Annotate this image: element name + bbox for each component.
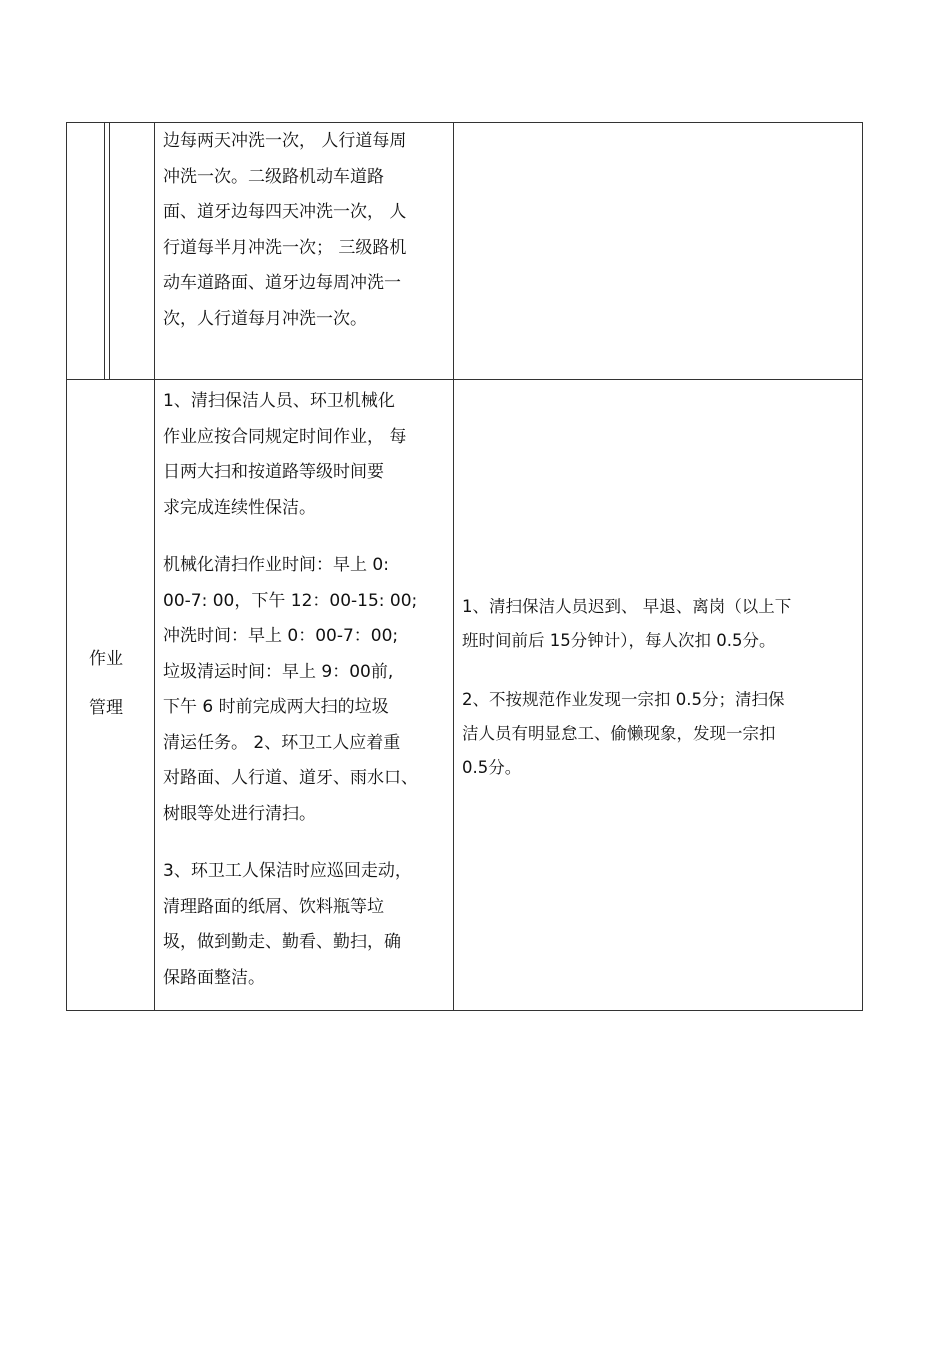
- row2-deduction-paragraph-1: [462, 590, 791, 658]
- text-line: 00-7: 00，下午 12：00-15: 00;: [163, 590, 418, 611]
- category-line: 管理: [89, 698, 123, 718]
- text-line: 1、清扫保洁人员迟到、 早退、离岗（以上下: [462, 597, 792, 616]
- text-line: 对路面、人行道、道牙、雨水口、: [163, 768, 418, 788]
- text-line: 冲洗时间：早上 0：00-7：00;: [163, 626, 399, 646]
- text-line: 0.5分。: [462, 758, 522, 777]
- text-line: 1、清扫保洁人员、环卫机械化: [163, 391, 395, 411]
- text-line: 保路面整洁。: [163, 967, 265, 988]
- text-line: 边每两天冲洗一次， 人行道每周: [163, 131, 407, 151]
- text-line: 机械化清扫作业时间：早上 0:: [163, 555, 389, 575]
- text-line: 清理路面的纸屑、饮料瓶等垃: [163, 896, 384, 917]
- category-line: 作业: [89, 649, 123, 669]
- text-line: 求完成连续性保洁。: [163, 497, 316, 518]
- row2-standard-paragraph-1: [163, 384, 406, 526]
- inner-column-divider-2: [109, 122, 110, 379]
- table-left-border: [66, 122, 67, 1011]
- text-line: 圾，做到勤走、勤看、勤扫，确: [163, 932, 401, 952]
- text-line: 清运任务。 2、环卫工人应着重: [163, 732, 401, 753]
- text-line: 日两大扫和按道路等级时间要: [163, 462, 384, 482]
- text-line: 下午 6 时前完成两大扫的垃圾: [163, 697, 389, 717]
- inner-column-divider-1: [104, 122, 105, 379]
- text-line: 冲洗一次。二级路机动车道路: [163, 166, 384, 187]
- deduction-column-divider: [453, 122, 454, 1011]
- text-line: 3、环卫工人保洁时应巡回走动，: [163, 861, 412, 881]
- text-line: 动车道路面、道牙边每周冲洗一: [163, 273, 401, 293]
- text-line: 树眼等处进行清扫。: [163, 803, 316, 824]
- text-line: 次，人行道每月冲洗一次。: [163, 308, 367, 329]
- text-line: 垃圾清运时间：早上 9：00前,: [163, 661, 394, 682]
- row2-standard-paragraph-2: [163, 548, 418, 832]
- text-line: 2、不按规范作业发现一宗扣 0.5分；清扫保: [462, 690, 785, 709]
- table-right-border: [862, 122, 863, 1011]
- table-bottom-border: [66, 1010, 863, 1011]
- text-line: 洁人员有明显怠工、偷懒现象，发现一宗扣: [462, 724, 776, 743]
- row2-standard-paragraph-3: [163, 854, 412, 996]
- text-line: 面、道牙边每四天冲洗一次， 人: [163, 202, 407, 222]
- text-line: 班时间前后 15分钟计），每人次扣 0.5分。: [462, 631, 776, 650]
- row-divider: [66, 379, 863, 380]
- standard-column-divider: [154, 122, 155, 1011]
- table-top-border: [66, 122, 863, 123]
- row2-category: [89, 647, 123, 720]
- row2-deduction-paragraph-2: [462, 683, 784, 785]
- row1-standard-text: [163, 124, 406, 337]
- text-line: 行道每半月冲洗一次； 三级路机: [163, 237, 407, 258]
- text-line: 作业应按合同规定时间作业， 每: [163, 426, 407, 447]
